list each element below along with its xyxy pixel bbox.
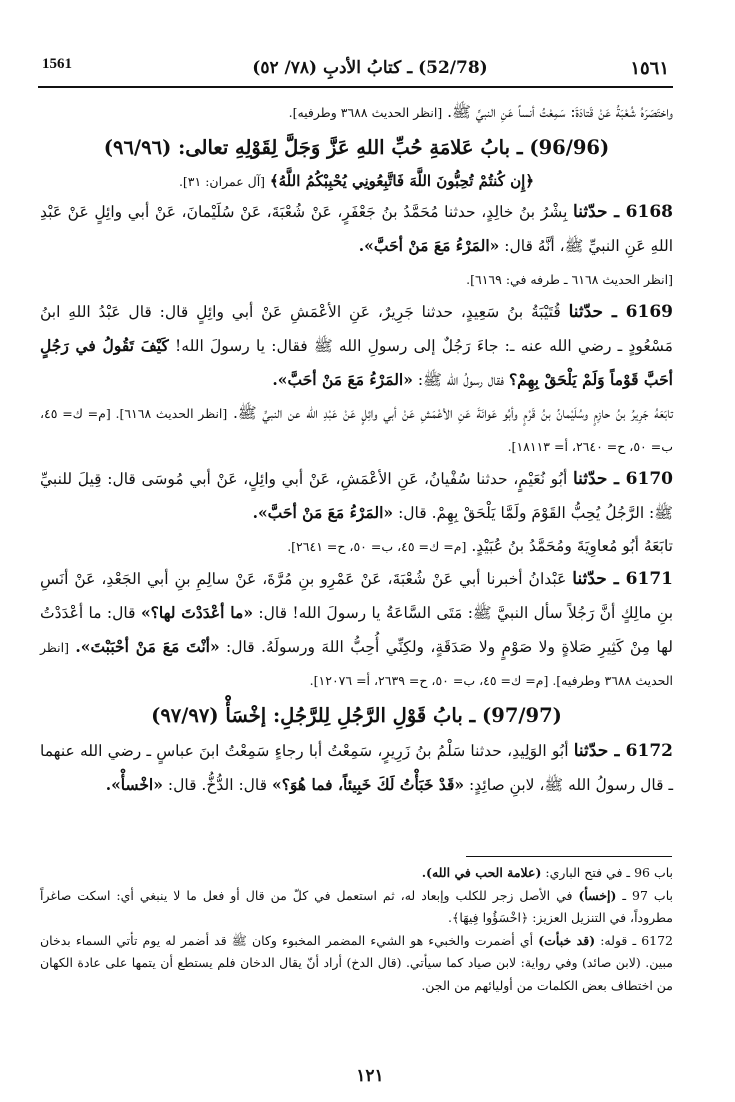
footnote-term: (إخسأ) [578,887,617,903]
hadith-6168-number: 6168 ـ حدّثنا [573,202,673,222]
hadith-6169-quote: «المَرْءُ مَعَ مَنْ أحَبَّ». [272,370,413,389]
hadith-6171-text: عَبْدانُ أخبرنا أبي عَنْ شُعْبَةَ، عَنْ عَمْرِو بنِ مُرَّةَ، عَنْ سالِمِ بنِ أبي الجَعْدِ، عَنْ أنَسِ بنِ مالِكٍ أنَّ رَجُلاً سأل النبيَّ ﷺ: مَتَى السَّاعَةُ يا رسولَ الله! قال: [40,570,674,622]
hadith-6172-mid: قال: الدُّخُّ. قال: [167,776,268,794]
hadith-6171-quote: «أنْتَ مَعَ مَنْ أحْبَبْتَ». [75,637,220,656]
hadith-6170-number: 6170 ـ حدّثنا [572,469,673,489]
verse-ref: [آل عمران: ٣١]. [178,174,266,189]
intro-text: واختَصَرَهُ شُعْبَةُ عَنْ قَتادَةَ: سَمِعْتُ أنساً عَنِ النبيِّ ﷺ. [447,103,673,121]
footnote-lead: 6172 ـ قوله: [600,932,674,948]
footnote-term: (قد خبأت) [538,932,596,948]
footnote [40,885,673,930]
hadith-6171-question: «ما أعْدَدْتَ لها؟» [140,603,254,622]
verse-text: ﴿إِن كُنتُمْ تُحِبُّونَ اللَّهَ فَاتَّبِعُونِي يُحْبِبْكُمُ اللَّهُ﴾ [269,172,535,190]
hadith-6171-ref: [انظر الحديث ٣٦٨٨ وطرفيه]. [م= ك= ٤٥، ب= ٥٠، ح= ٢٦٣٩، أ= ١٢٠٧٦]. [40,640,673,688]
hadith-6169-mutaba [40,397,673,463]
hadith-6172-question: «قَدْ خَبَأْتُ لَكَ خَبِيئاً، فما هُوَ؟» [272,775,465,794]
folio-number: ١٢١ [356,1066,384,1086]
hadith-6170-taba: تابَعَهُ أبُو مُعاوِيَةَ ومُحَمَّدُ بنُ عُبَيْدٍ. [471,537,673,555]
hadith-6170-mutaba [40,530,673,563]
hadith-6169-text: قُتَيْبَةُ بنُ سَعِيدٍ، حدثنا جَرِيرٌ، عَنِ الأعْمَشِ عَنْ أبي وائِلٍ قال: قال عَبْدُ اللهِ ابنُ مَسْعُودٍ ـ رضي الله عنه ـ: جاءَ رَجُلٌ إلى رسولِ الله ﷺ فقال: يا رسولَ الله! [40,303,673,355]
footnote-lead: باب 96 ـ في فتح الباري: [545,865,673,880]
hadith-6169-ref: [انظر الحديث ٦١٦٨]. [م= ك= ٤٥، ب= ٥٠، ح= ٢٦٤٠، أ= ١٨١١٣]. [40,406,673,454]
footnote-lead: باب 97 ـ [622,887,673,903]
hadith-6171 [40,563,673,697]
footnote-rule [466,856,672,857]
chapter-heading-97: (97/97) ـ بابُ قَوْلِ الرَّجُلِ لِلرَّجُلِ: إخْسَأْ (٩٧/٩٧) [151,704,562,727]
intro-line [40,96,673,129]
hadith-6169-taba: تابَعَهُ جَرِيرُ بنُ حازِمٍ وسُلَيْمانُ بنُ قَرْمٍ وأبُو عَوانَةَ عَنِ الأعْمَشِ عَنْ أبي وائِلٍ عَنْ عَبْدِ الله عن النبيِّ ﷺ. [232,404,673,422]
footnote-text: أي أضمرت والخبيء هو الشيء المضمر المخبوء وكان ﷺ قد أضمر له يوم تأتي السماء بدخان مبين. (لابن صائد) وفي رواية: لابن صياد كما سيأتي. (قال الدخ) أراد أنّ يقال الدخان فلم يستطع أن يتمها على عادة الكهان من اختطاف بعض الكلمات من أوليائهم من الجن. [40,932,673,993]
hadith-6168-quote: «المَرْءُ مَعَ مَنْ أحَبَّ». [358,236,500,255]
hadith-6169-mid: فقال رسولُ الله ﷺ: [417,371,505,389]
footnote-term: (علامة الحب في الله). [421,865,542,880]
page-number-arabic: ١٥٦١ [630,58,669,79]
hadith-6172-quote: «اخْسأْ». [105,775,163,794]
main-text [40,96,673,802]
hadith-6169-number: 6169 ـ حدّثنا [568,302,673,322]
hadith-6170-quote: «المَرْءُ مَعَ مَنْ أحَبَّ». [252,503,394,522]
hadith-6170-text: أبُو نُعَيْمٍ، حدثنا سُفْيانُ، عَنِ الأعْمَشِ، عَنْ أبي وائِلٍ، عَنْ أبي مُوسَى قال: قِيلَ للنبيِّ ﷺ: الرَّجُلُ يُحِبُّ القَوْمَ ولَمَّا يَلْحَقْ بِهِمْ. قال: [40,470,673,522]
footnote [40,862,673,885]
footnote-text: في الأصل زجر للكلب وإبعاد له، ثم استعمل في كلّ من قال أو فعل ما لا ينبغي أي: اسكت صاغراً مطروداً، في التنزيل العزيز: ﴿اخْسَؤُوا فِيهَا﴾. [40,887,673,925]
hadith-6171-mid: قال: ما أعْدَدْتُ لها مِنْ كَثِيرِ صَلاةٍ ولا صَوْمٍ ولا صَدَقَةٍ، ولكِنِّي أُحِبُّ اللهَ ورسولَهُ. قال: [40,604,674,656]
hadith-6170 [40,463,673,530]
hadith-6168-text: بِشْرُ بنُ خالِدٍ، حدثنا مُحَمَّدُ بنُ جَعْفَرٍ، عَنْ شُعْبَةَ، عَنْ سُلَيْمانَ، عَنْ أبي وائِلٍ عَنْ عَبْدِ اللهِ عَنِ النبيِّ ﷺ، أنَّهُ قال: [40,203,673,255]
running-title: (52/78) ـ كتابُ الأدبِ (٧٨/ ٥٢) [252,58,488,78]
hadith-6172-text: أبُو الوَلِيدِ، حدثنا سَلْمُ بنُ زَرِيرٍ، سَمِعْتُ أبا رجاءٍ سَمِعْتُ ابنَ عباسٍ ـ رضي الله عنهما ـ قال رسولُ الله ﷺ، لابنِ صائِدٍ: [40,742,673,794]
footnote [40,930,673,998]
hadith-6169 [40,296,673,397]
hadith-6172 [40,735,673,802]
hadith-6171-number: 6171 ـ حدّثنا [572,569,673,589]
hadith-6170-ref: [م= ك= ٤٥، ب= ٥٠، ح= ٢٦٤١]. [287,539,467,554]
page-number-latin: 1561 [42,56,72,72]
intro-ref: [انظر الحديث ٣٦٨٨ وطرفيه]. [288,105,443,120]
hadith-6172-number: 6172 ـ حدّثنا [573,741,673,761]
quran-verse [40,167,673,196]
footnotes [40,862,673,997]
hadith-6168-ref: [انظر الحديث ٦١٦٨ ـ طرفه في: ٦١٦٩]. [466,272,673,287]
hadith-6168 [40,196,673,296]
header-rule [38,86,673,88]
chapter-heading-96: (96/96) ـ بابُ عَلامَةِ حُبِّ اللهِ عَزَّ وَجَلَّ لِقَوْلِهِ تعالى: (٩٦/٩٦) [103,136,610,159]
hadith-6169-question: كَيْفَ تَقُولُ في رَجُلٍ أحَبَّ قَوْماً وَلَمْ يَلْحَقْ بِهِمْ؟ [40,336,673,389]
